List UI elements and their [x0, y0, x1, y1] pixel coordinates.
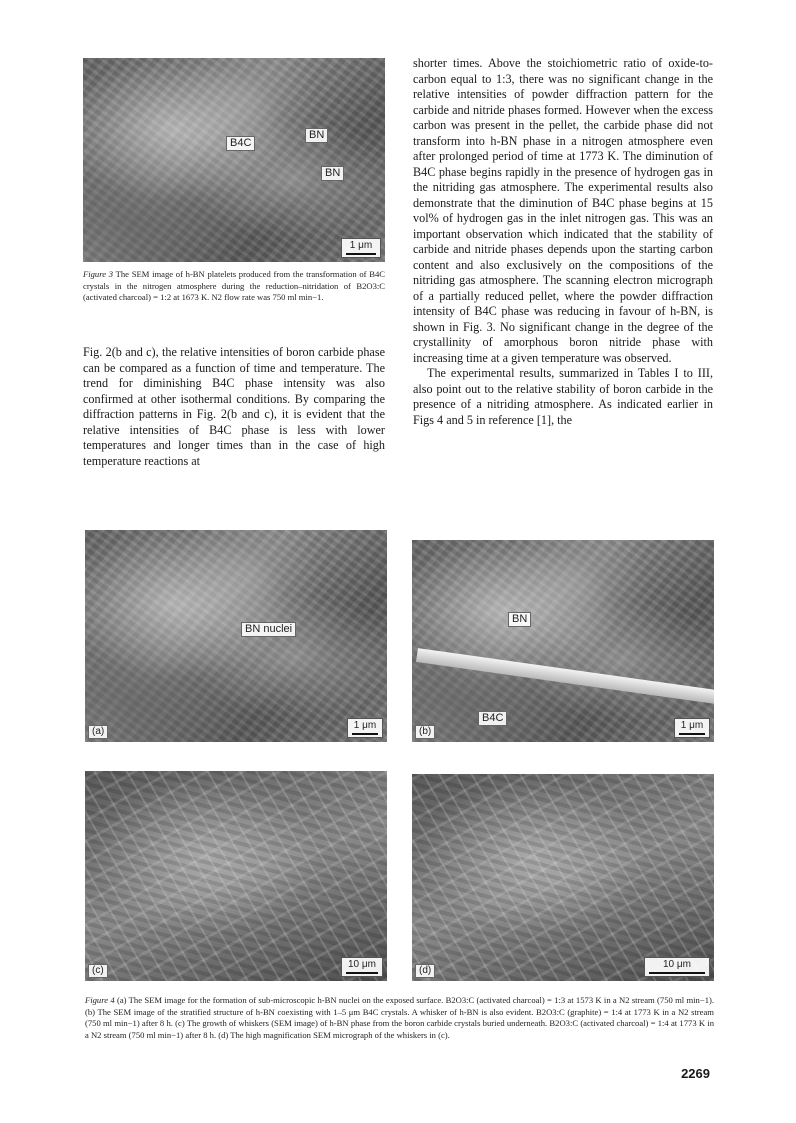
figure3-caption: [83, 269, 385, 304]
panel-d-tag: (d): [415, 964, 435, 978]
figure4-panel-c: [85, 771, 387, 981]
figure3-micrograph: [83, 58, 385, 262]
left-column-text: Fig. 2(b and c), the relative intensities of boron carbide phase can be compared as a function of time and temperature. The trend for diminishing B4C phase intensity was also confirmed at other isothermal conditions. By comparing the diffraction patterns in Fig. 2(b and c), it is evident that the relative intensities of B4C phase is less with lower temperatures and longer times than in the case of high temperature reactions at: [83, 345, 385, 468]
panel-b-tag: (b): [415, 725, 435, 739]
panel-d-scale-bar: 10 μm: [644, 957, 710, 977]
right-paragraph-2: The experimental results, summarized in Tables I to III, also point out to the relative stability of boron carbide in the presence of a nitriding atmosphere. As indicated earlier in Figs 4 and 5 in reference [1], the: [413, 366, 713, 427]
figure4-panel-d: [412, 774, 714, 981]
panel-a-label-bn-nuclei: BN nuclei: [241, 622, 296, 637]
figure3-label-bn-top: BN: [305, 128, 328, 143]
figure3-label-bn-right: BN: [321, 166, 344, 181]
panel-b-label-bn: BN: [508, 612, 531, 627]
panel-a-tag: (a): [88, 725, 108, 739]
left-column: [83, 345, 385, 469]
page-number: 2269: [681, 1066, 710, 1081]
figure3-caption-text: The SEM image of h-BN platelets produced from the transformation of B4C crystals in the nitrogen atmosphere during the reduction–nitridation of B2O3:C (activated charcoal) = 1:2 at 1673 K. N2 flow rate was 750 ml min−1.: [83, 269, 386, 302]
panel-b-label-b4c: B4C: [478, 711, 507, 726]
figure4-caption-text: (a) The SEM image for the formation of sub-microscopic h-BN nuclei on the exposed surface. B2O3:C (activated charcoal) = 1:3 at 1573 K in a N2 stream (750 ml min−1). (b) The SEM image of the stratified structure of h-BN coexisting with 1–5 μm B4C crystals. A whisker of h-BN is also evident. B2O3:C (graphite) = 1:4 at 1773 K in a N2 stream (750 ml min−1) after 8 h. (c) The growth of whiskers (SEM image) of h-BN phase from the boron carbide crystals buried underneath. B2O3:C (activated charcoal) = 1:4 at 1773 K in a N2 stream (750 ml min−1) after 8 h. (d) The high magnification SEM micrograph of the whiskers in (c).: [85, 995, 714, 1040]
figure4-panel-b: [412, 540, 714, 742]
panel-c-tag: (c): [88, 964, 108, 978]
figure3-label-b4c: B4C: [226, 136, 255, 151]
figure4-panel-a: [85, 530, 387, 742]
figure4-caption: [85, 995, 714, 1041]
figure4-caption-label: Figure 4: [85, 995, 115, 1005]
right-paragraph-1: shorter times. Above the stoichiometric ratio of oxide-to-carbon equal to 1:3, there was no significant change in the relative intensities of powder diffraction pattern for the carbide and nitride phases formed. However when the excess carbon was present in the pellet, the carbide phase did not transform into h-BN phase in a nitrogen atmosphere even after prolonged period of time at 1773 K. The diminution of B4C phase begins rapidly in the presence of hydrogen gas in the nitriding gas atmosphere. The experimental results also demonstrate that the diminution of B4C phase begins at 15 vol% of hydrogen gas in the inlet nitrogen gas. This was an important observation which indicated that the stability of carbide and nitride phases depends upon the starting carbon content and also exclusively on the compositions of the nitriding gas atmosphere. The scanning electron micrograph of a partially reduced pellet, where the powder diffraction intensity of B4C phase was reducing in favour of h-BN, is shown in Fig. 3. No significant change in the degree of the crystallinity of amorphous boron nitride phase with increasing time at a given temperature was observed.: [413, 56, 713, 365]
panel-c-scale-bar: 10 μm: [341, 957, 383, 977]
panel-a-scale-bar: 1 μm: [347, 718, 383, 738]
figure3-scale-bar: 1 μm: [341, 238, 381, 258]
panel-b-scale-bar: 1 μm: [674, 718, 710, 738]
right-column: [413, 56, 713, 428]
figure3-caption-label: Figure 3: [83, 269, 114, 279]
